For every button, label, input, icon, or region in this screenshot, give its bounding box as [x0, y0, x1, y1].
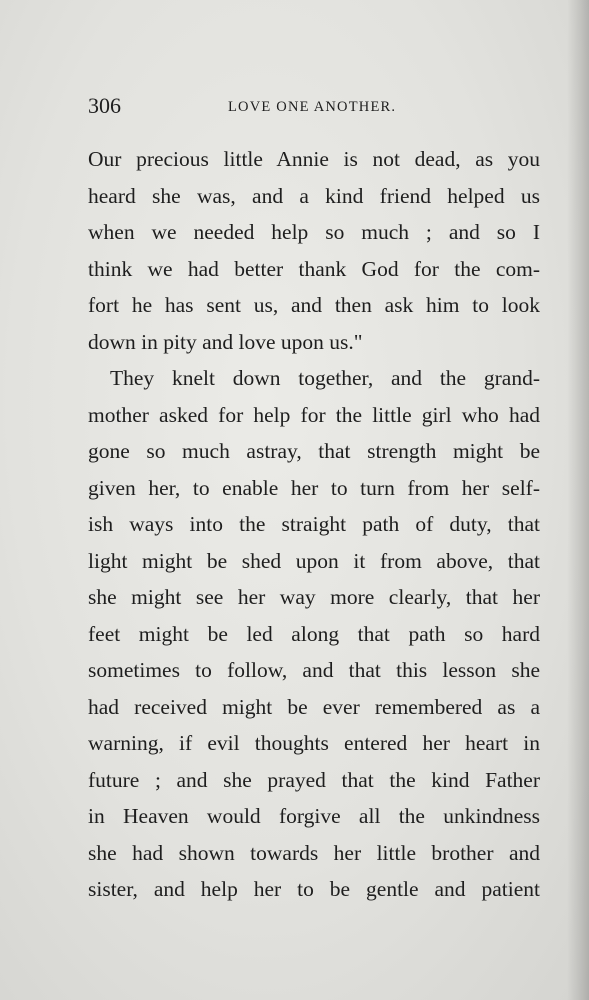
body-text	[88, 141, 540, 908]
running-head: LOVE ONE ANOTHER.	[228, 99, 397, 115]
page-edge-shadow	[567, 0, 589, 1000]
text-line: They knelt down together, and the grand-	[110, 366, 540, 390]
text-line: ish ways into the straight path of duty, that	[88, 512, 540, 536]
text-line: she might see her way more clearly, that her	[88, 585, 540, 609]
text-line: light might be shed upon it from above, that	[88, 548, 540, 573]
text-line: in Heaven would forgive all the unkindness	[88, 804, 540, 828]
text-line: given her, to enable her to turn from her self-	[88, 475, 540, 500]
text-line: down in pity and love upon us."	[88, 329, 363, 354]
text-line: future ; and she prayed that the kind Father	[88, 767, 540, 792]
text-line: she had shown towards her little brother and	[88, 840, 540, 865]
text-line: gone so much astray, that strength might be	[88, 439, 540, 463]
text-line: warning, if evil thoughts entered her heart in	[88, 731, 540, 755]
text-line: Our precious little Annie is not dead, as you	[88, 147, 540, 171]
text-line: think we had better thank God for the com-	[88, 256, 540, 281]
text-line: sometimes to follow, and that this lesson she	[88, 658, 540, 682]
page-number: 306	[88, 93, 121, 118]
text-line: sister, and help her to be gentle and patient	[88, 877, 540, 901]
text-line: heard she was, and a kind friend helped us	[88, 183, 540, 208]
text-line: fort he has sent us, and then ask him to look	[88, 293, 540, 317]
text-line: feet might be led along that path so hard	[88, 621, 540, 646]
text-line: had received might be ever remembered as a	[88, 694, 540, 719]
text-line: mother asked for help for the little girl who had	[88, 402, 540, 427]
text-line: when we needed help so much ; and so I	[88, 220, 540, 244]
page-header	[88, 92, 540, 122]
